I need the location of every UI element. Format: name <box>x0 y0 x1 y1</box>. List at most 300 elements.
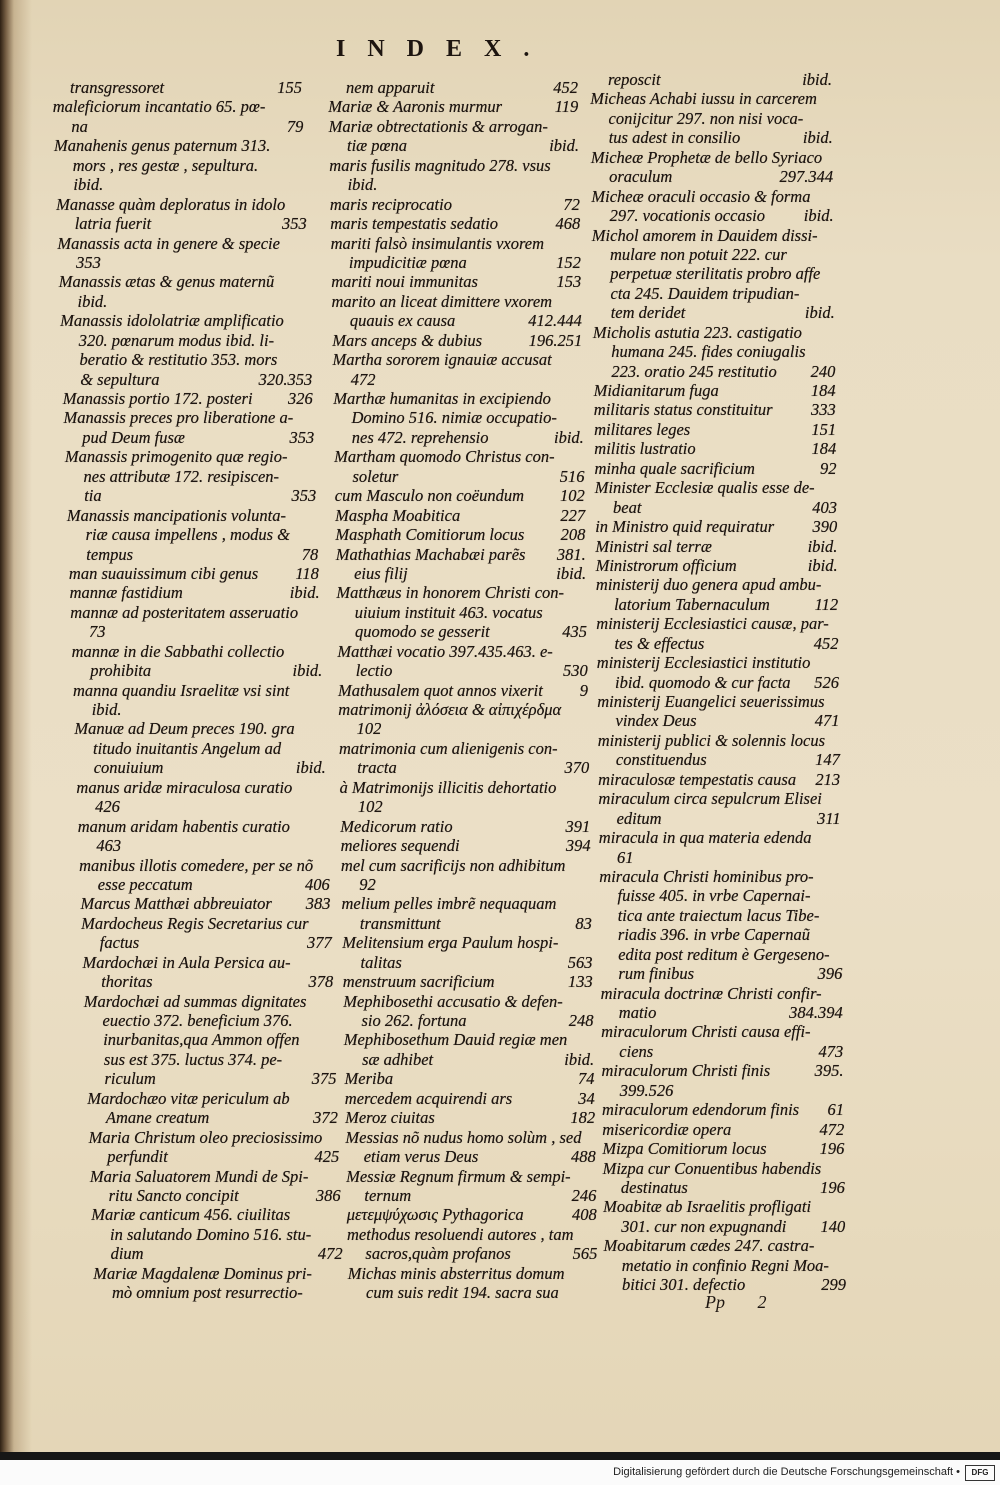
page-reference: ibid. <box>564 1049 595 1069</box>
index-term: Manuæ ad Deum preces 190. gra <box>74 719 295 739</box>
index-term: factus <box>99 933 140 953</box>
page-reference: 246 <box>571 1185 597 1205</box>
index-entry-line <box>84 992 334 1011</box>
index-term: nem apparuit <box>346 78 435 97</box>
index-continuation-line <box>337 622 587 641</box>
index-term: riæ causa impellens , modus & <box>85 525 291 545</box>
page-reference: 227 <box>560 505 586 525</box>
index-continuation-line <box>68 545 318 564</box>
index-entry-line <box>339 739 589 758</box>
index-term: 353 <box>76 252 101 272</box>
page-reference: ibid. <box>292 661 323 681</box>
index-term: mercedem acquirendi ars <box>344 1088 513 1108</box>
page-reference: 184 <box>810 381 836 400</box>
index-term: Mizpa cur Conuentibus habendis <box>602 1158 822 1178</box>
index-term: perfundit <box>107 1147 168 1167</box>
index-term: Mariæ obtrectationis & arrogan- <box>328 116 548 136</box>
index-entry-line <box>336 583 586 602</box>
index-continuation-line <box>333 370 583 389</box>
page-reference: 406 <box>305 874 330 894</box>
page-reference: 425 <box>314 1147 340 1167</box>
index-term: 463 <box>96 836 122 856</box>
page-reference: 147 <box>815 750 840 770</box>
index-entry-line <box>343 992 593 1011</box>
index-term: Amane creatum <box>105 1108 210 1128</box>
index-entry-line <box>74 719 324 738</box>
index-term: Mariæ canticum 456. ciuilitas <box>91 1205 291 1225</box>
index-entry-line <box>340 817 590 836</box>
index-continuation-line <box>595 498 837 517</box>
index-term: mulare non potuit 222. cur <box>610 244 787 264</box>
index-term: miraculum circa sepulcrum Elisei <box>598 789 822 809</box>
page-reference: ibid. <box>804 303 835 323</box>
page-reference: 297.344 <box>779 167 834 187</box>
page-reference: 452 <box>553 78 578 97</box>
index-term: Manassis portio 172. posteri <box>62 389 253 408</box>
index-continuation-line <box>344 1050 594 1069</box>
index-term: Martham quomodo Christus con- <box>334 447 555 467</box>
page-reference: 333 <box>811 400 836 420</box>
index-entry-line <box>594 420 836 439</box>
index-term: 102 <box>357 797 383 817</box>
page-reference: 196 <box>819 1139 845 1159</box>
index-term: nes 472. reprehensio <box>351 427 489 447</box>
index-entry-line <box>595 537 837 556</box>
index-term: Manassis preces pro liberatione a- <box>63 408 294 428</box>
page-reference: ibid. <box>295 758 326 778</box>
page-reference: 391 <box>565 816 591 836</box>
page-reference: 155 <box>277 78 302 97</box>
index-term: tiæ pœna <box>347 136 408 156</box>
index-entry-line <box>330 195 580 214</box>
index-term: beratio & restitutio 353. mors <box>79 350 278 370</box>
index-term: maleficiorum incantatio 65. pœ- <box>52 97 266 117</box>
index-entry-line <box>70 583 320 602</box>
index-term: talitas <box>360 952 402 972</box>
index-term: cum suis redit 194. sacra sua <box>366 1283 559 1303</box>
index-continuation-line <box>348 1283 598 1302</box>
index-term: edita post reditum è Gergeseno- <box>618 944 830 964</box>
index-continuation-line <box>335 467 585 486</box>
index-continuation-line <box>78 836 328 855</box>
index-entry-line <box>337 642 587 661</box>
index-term: Medicorum ratio <box>340 816 453 836</box>
index-entry-line <box>602 1061 844 1080</box>
index-continuation-line <box>598 711 840 730</box>
index-entry-line <box>602 1120 844 1139</box>
index-term: cum Masculo non coëundum <box>334 486 525 506</box>
index-entry-line <box>595 517 837 536</box>
index-continuation-line <box>590 70 832 89</box>
index-term: ministerij publici & solennis locus <box>597 730 826 750</box>
page-reference: 526 <box>814 672 839 692</box>
index-continuation-line <box>58 253 308 272</box>
page-reference: 112 <box>814 594 839 614</box>
index-entry-line <box>598 770 840 789</box>
index-term: Marthæ humanitas in excipiendo <box>333 389 551 408</box>
index-term: impudicitiæ pœna <box>348 252 467 272</box>
index-term: ritu Sancto concipit <box>108 1185 239 1205</box>
index-entry-line <box>342 933 592 952</box>
index-term: ministerij Ecclesiastici causæ, par- <box>596 614 829 634</box>
index-entry-line <box>73 681 323 700</box>
index-term: transmittunt <box>359 913 441 933</box>
index-term: riculum <box>104 1069 156 1089</box>
index-term: esse peccatum <box>97 874 193 894</box>
index-continuation-line <box>62 370 312 389</box>
index-term: miraculorum edendorum finis <box>602 1100 800 1120</box>
index-entry-line <box>57 234 307 253</box>
index-term: matrimonij ἀλόσεια & αἰπιχέρδμα <box>338 700 562 719</box>
index-term: manibus illotis comedere, per se nõ <box>79 855 314 875</box>
page-reference: 152 <box>556 252 581 272</box>
page-reference: ibid. <box>802 128 833 148</box>
page-reference: 184 <box>811 439 837 459</box>
index-continuation-line <box>57 214 307 233</box>
page-reference: 472 <box>317 1244 343 1264</box>
index-term: militaris status constituitur <box>593 400 773 420</box>
index-term: Mardochæi in Aula Persica au- <box>82 952 291 972</box>
index-continuation-line <box>340 797 590 816</box>
index-term: melium pelles imbrẽ nequaquam <box>341 894 557 914</box>
index-entry-line <box>601 1022 843 1041</box>
page-reference: 92 <box>820 458 837 478</box>
index-term: Mathathias Machabæi parẽs <box>335 544 526 564</box>
index-term: quauis ex causa <box>349 311 456 331</box>
index-term: 102 <box>356 719 382 739</box>
index-entry-line <box>345 1108 595 1127</box>
index-term: maris tempestatis sedatio <box>330 214 499 234</box>
index-continuation-line <box>593 303 835 322</box>
index-term: tem deridet <box>610 303 686 323</box>
index-continuation-line <box>71 622 321 641</box>
index-continuation-line <box>601 1042 843 1061</box>
page-reference: 151 <box>811 419 837 439</box>
index-term: reposcit <box>608 70 661 89</box>
index-entry-line <box>65 447 315 466</box>
index-entry-line <box>345 1089 595 1108</box>
index-continuation-line <box>60 292 310 311</box>
index-continuation-line <box>82 933 332 952</box>
index-continuation-line <box>91 1186 341 1205</box>
index-continuation-line <box>334 428 584 447</box>
index-term: mors , res gestæ , sepultura. <box>72 155 259 175</box>
index-term: Meroz ciuitas <box>345 1108 435 1128</box>
index-term: uiuium instituit 463. vocatus <box>354 602 543 622</box>
index-term: Marcus Matthæi abbreuiator <box>80 894 272 914</box>
page-reference: 530 <box>562 661 588 681</box>
index-term: Micheæ oraculi occasio & forma <box>591 186 811 206</box>
index-term: tempus <box>86 544 134 564</box>
index-term: ternum <box>364 1185 412 1205</box>
page-reference: 83 <box>575 913 592 933</box>
index-term: manum aridam habentis curatio <box>77 816 290 836</box>
index-term: ibid. <box>77 291 108 311</box>
index-term: metatio in confinio Regni Moa- <box>621 1255 829 1275</box>
page-reference: 74 <box>578 1069 595 1089</box>
index-entry-line <box>63 389 313 408</box>
index-term: conuiuium <box>93 758 164 778</box>
index-continuation-line <box>598 750 840 769</box>
index-term: Ministri sal terræ <box>595 536 712 556</box>
index-entry-line <box>338 700 588 719</box>
index-term: rum finibus <box>618 964 695 984</box>
page-reference: 403 <box>812 497 837 517</box>
index-entry-line <box>56 195 306 214</box>
index-continuation-line <box>61 331 311 350</box>
index-entry-line <box>594 400 836 419</box>
index-term: Manassis acta in genere & specie <box>57 233 280 253</box>
index-continuation-line <box>591 128 833 147</box>
index-term: Micholis astutia 223. castigatio <box>592 322 802 342</box>
index-term: etiam verus Deus <box>363 1147 479 1167</box>
index-continuation-line <box>80 875 330 894</box>
page-reference: 435 <box>562 622 587 642</box>
index-continuation-line <box>64 428 314 447</box>
index-term: Messias nõ nudus homo solùm , sed <box>345 1127 582 1147</box>
index-continuation-line <box>53 117 303 136</box>
page-reference: 182 <box>570 1108 596 1128</box>
index-entry-line <box>64 408 314 427</box>
index-term: prohibita <box>90 661 152 681</box>
index-entry-line <box>340 778 590 797</box>
index-entry-line <box>59 272 309 291</box>
index-term: Mizpa Comitiorum locus <box>602 1139 767 1159</box>
index-term: beat <box>613 497 642 517</box>
index-term: militares leges <box>594 419 691 439</box>
index-term: sus est 375. luctus 374. pe- <box>103 1049 283 1069</box>
index-term: sæ adhibet <box>362 1049 434 1069</box>
index-term: Messiæ Regnum firmum & sempi- <box>346 1166 571 1186</box>
index-entry-line <box>70 603 320 622</box>
index-entry-line <box>91 1205 341 1224</box>
index-term: nes attributæ 172. resipiscen- <box>83 466 280 486</box>
page-reference: 472 <box>819 1119 845 1139</box>
index-term: latorium Tabernaculum <box>614 594 770 614</box>
index-entry-line <box>594 381 836 400</box>
index-term: bitici 301. defectio <box>622 1275 746 1295</box>
index-entry-line <box>602 1100 844 1119</box>
index-term: methodus resoluendi autores , tam <box>347 1224 574 1244</box>
index-term: titudo inuitantis Angelum ad <box>93 738 282 758</box>
index-entry-line <box>93 1264 343 1283</box>
index-term: ministerij Ecclesiastici institutio <box>596 653 811 673</box>
index-term: cta 245. Dauidem tripudian- <box>610 283 800 303</box>
index-continuation-line <box>592 245 834 264</box>
index-continuation-line <box>342 914 592 933</box>
index-entry-line <box>332 292 582 311</box>
index-entry-line <box>596 614 838 633</box>
index-term: pud Deum fusæ <box>82 427 185 447</box>
index-continuation-line <box>331 253 581 272</box>
index-entry-line <box>601 984 843 1003</box>
index-continuation-line <box>602 1081 844 1100</box>
page-reference: 140 <box>820 1216 846 1236</box>
page-reference: ibid. <box>803 206 834 226</box>
index-term: 92 <box>359 874 376 894</box>
index-continuation-line <box>600 906 842 925</box>
index-column-middle <box>328 78 598 1303</box>
index-term: Mardochæi ad summas dignitates <box>83 991 307 1011</box>
index-term: Melitensium erga Paulum hospi- <box>342 933 559 953</box>
index-term: transgressoret <box>70 78 165 97</box>
page-reference: 320.353 <box>258 369 313 389</box>
page-reference: 299 <box>821 1275 846 1295</box>
page-reference: ibid. <box>802 70 832 89</box>
index-column-left <box>52 78 343 1303</box>
index-continuation-line <box>75 739 325 758</box>
index-term: matrimonia cum alienigenis con- <box>339 738 558 758</box>
index-entry-line <box>78 817 328 836</box>
index-term: Maria Saluatorem Mundi de Spi- <box>89 1166 309 1186</box>
index-term: editum <box>616 808 662 828</box>
index-entry-line <box>346 1167 596 1186</box>
page-reference: 79 <box>286 116 304 136</box>
page-reference: 153 <box>556 272 582 292</box>
index-term: thoritas <box>101 972 153 992</box>
index-term: 301. cur non expugnandi <box>621 1216 787 1236</box>
page-reference: ibid. <box>554 427 584 447</box>
index-term: miracula doctrinæ Christi confir- <box>600 983 822 1003</box>
index-entry-line <box>590 89 832 108</box>
page-reference: 196.251 <box>528 330 583 350</box>
page-reference: 311 <box>817 808 841 828</box>
page-reference: 102 <box>560 486 585 506</box>
index-entry-line <box>329 117 579 136</box>
index-continuation-line <box>339 758 589 777</box>
page-reference: 383 <box>305 894 331 914</box>
index-continuation-line <box>600 886 842 905</box>
index-term: maris fusilis magnitudo 278. vsus <box>329 155 551 175</box>
index-entry-line <box>331 272 581 291</box>
index-continuation-line <box>55 175 305 194</box>
index-term: Manahenis genus paternum 313. <box>54 136 271 156</box>
index-entry-line <box>332 331 582 350</box>
page-reference: 119 <box>554 97 579 117</box>
index-continuation-line <box>591 109 833 128</box>
index-entry-line <box>81 894 331 913</box>
page-reference: 390 <box>812 517 838 537</box>
index-term: manna quandiu Israelitæ vsi sint <box>73 680 290 700</box>
index-entry-line <box>76 778 326 797</box>
index-continuation-line <box>74 700 324 719</box>
index-continuation-line <box>600 925 842 944</box>
index-term: Mardochæo vitæ periculum ab <box>87 1088 290 1108</box>
index-entry-line <box>341 856 591 875</box>
index-entry-line <box>598 789 840 808</box>
page-reference: 396 <box>817 964 843 984</box>
index-term: Matthæi vocatio 397.435.463. e- <box>337 641 553 661</box>
index-term: eius filij <box>354 563 408 583</box>
page-reference: 9 <box>579 680 588 700</box>
index-term: Martha sororem ignauiæ accusat <box>332 350 552 370</box>
index-entry-line <box>603 1159 845 1178</box>
page-reference: 213 <box>815 769 841 789</box>
index-continuation-line <box>599 848 841 867</box>
page-reference: 468 <box>555 214 581 234</box>
index-term: ministerij duo genera apud ambu- <box>595 575 822 595</box>
index-entry-line <box>599 828 841 847</box>
page-reference: 412.444 <box>528 311 582 331</box>
index-continuation-line <box>332 311 582 330</box>
index-entry-line <box>83 953 333 972</box>
index-term: Meriba <box>344 1069 394 1089</box>
index-term: soletur <box>352 466 399 486</box>
index-continuation-line <box>600 964 842 983</box>
page-reference: ibid. <box>549 136 579 156</box>
index-term: dium <box>110 1244 144 1264</box>
index-term: ibid. <box>91 700 122 719</box>
index-continuation-line <box>94 1283 344 1302</box>
index-entry-line <box>345 1128 595 1147</box>
index-entry-line <box>595 478 837 497</box>
index-term: miraculorum Christi finis <box>601 1061 771 1081</box>
index-entry-line <box>333 389 583 408</box>
index-term: minha quale sacrificium <box>594 458 755 478</box>
page-reference: ibid. <box>289 583 320 603</box>
index-term: Mephibosethi accusatio & defen- <box>343 991 563 1011</box>
index-entry-line <box>81 914 331 933</box>
index-continuation-line <box>604 1256 846 1275</box>
index-continuation-line <box>338 661 588 680</box>
index-entry-line <box>330 214 580 233</box>
page-reference: 370 <box>564 758 590 778</box>
index-entry-line <box>87 1089 337 1108</box>
page-reference: 386 <box>315 1185 341 1205</box>
index-term: mannæ fastidium <box>69 583 183 603</box>
index-entry-line <box>594 439 836 458</box>
page-reference: 395. <box>814 1061 844 1081</box>
page-reference: 133 <box>568 972 593 992</box>
page-reference: ibid. <box>807 555 838 575</box>
index-term: Ministrorum officium <box>595 555 737 575</box>
index-continuation-line <box>68 525 318 544</box>
index-entry-line <box>338 681 588 700</box>
index-term: lectio <box>355 661 393 681</box>
index-continuation-line <box>593 362 835 381</box>
index-entry-line <box>591 187 833 206</box>
index-term: matio <box>618 1003 657 1022</box>
index-term: Maria Christum oleo preciosissimo <box>88 1127 323 1147</box>
index-entry-line <box>79 856 329 875</box>
index-continuation-line <box>83 972 333 991</box>
index-term: Manassis primogenito quæ regio- <box>64 447 288 467</box>
index-continuation-line <box>347 1244 597 1263</box>
page-reference: 353 <box>289 427 315 447</box>
index-term: & sepultura <box>80 369 160 389</box>
page-reference: 408 <box>571 1205 597 1225</box>
index-entry-line <box>334 447 584 466</box>
index-term: 61 <box>617 847 634 867</box>
index-entry-line <box>341 836 591 855</box>
index-continuation-line <box>341 875 591 894</box>
index-entry-line <box>597 692 839 711</box>
index-continuation-line <box>329 136 579 155</box>
index-continuation-line <box>52 78 302 97</box>
index-continuation-line <box>592 206 834 225</box>
index-term: Michol amorem in Dauidem dissi- <box>591 225 818 245</box>
index-entry-line <box>592 226 834 245</box>
index-entry-line <box>333 350 583 369</box>
index-entry-line <box>53 97 303 116</box>
index-entry-line <box>335 506 585 525</box>
index-entry-line <box>604 1236 846 1255</box>
index-entry-line <box>345 1069 595 1088</box>
page-reference: ibid. <box>556 563 587 583</box>
index-continuation-line <box>93 1244 343 1263</box>
page-reference: ibid. <box>807 536 838 556</box>
index-term: Maspha Moabitica <box>335 505 461 525</box>
